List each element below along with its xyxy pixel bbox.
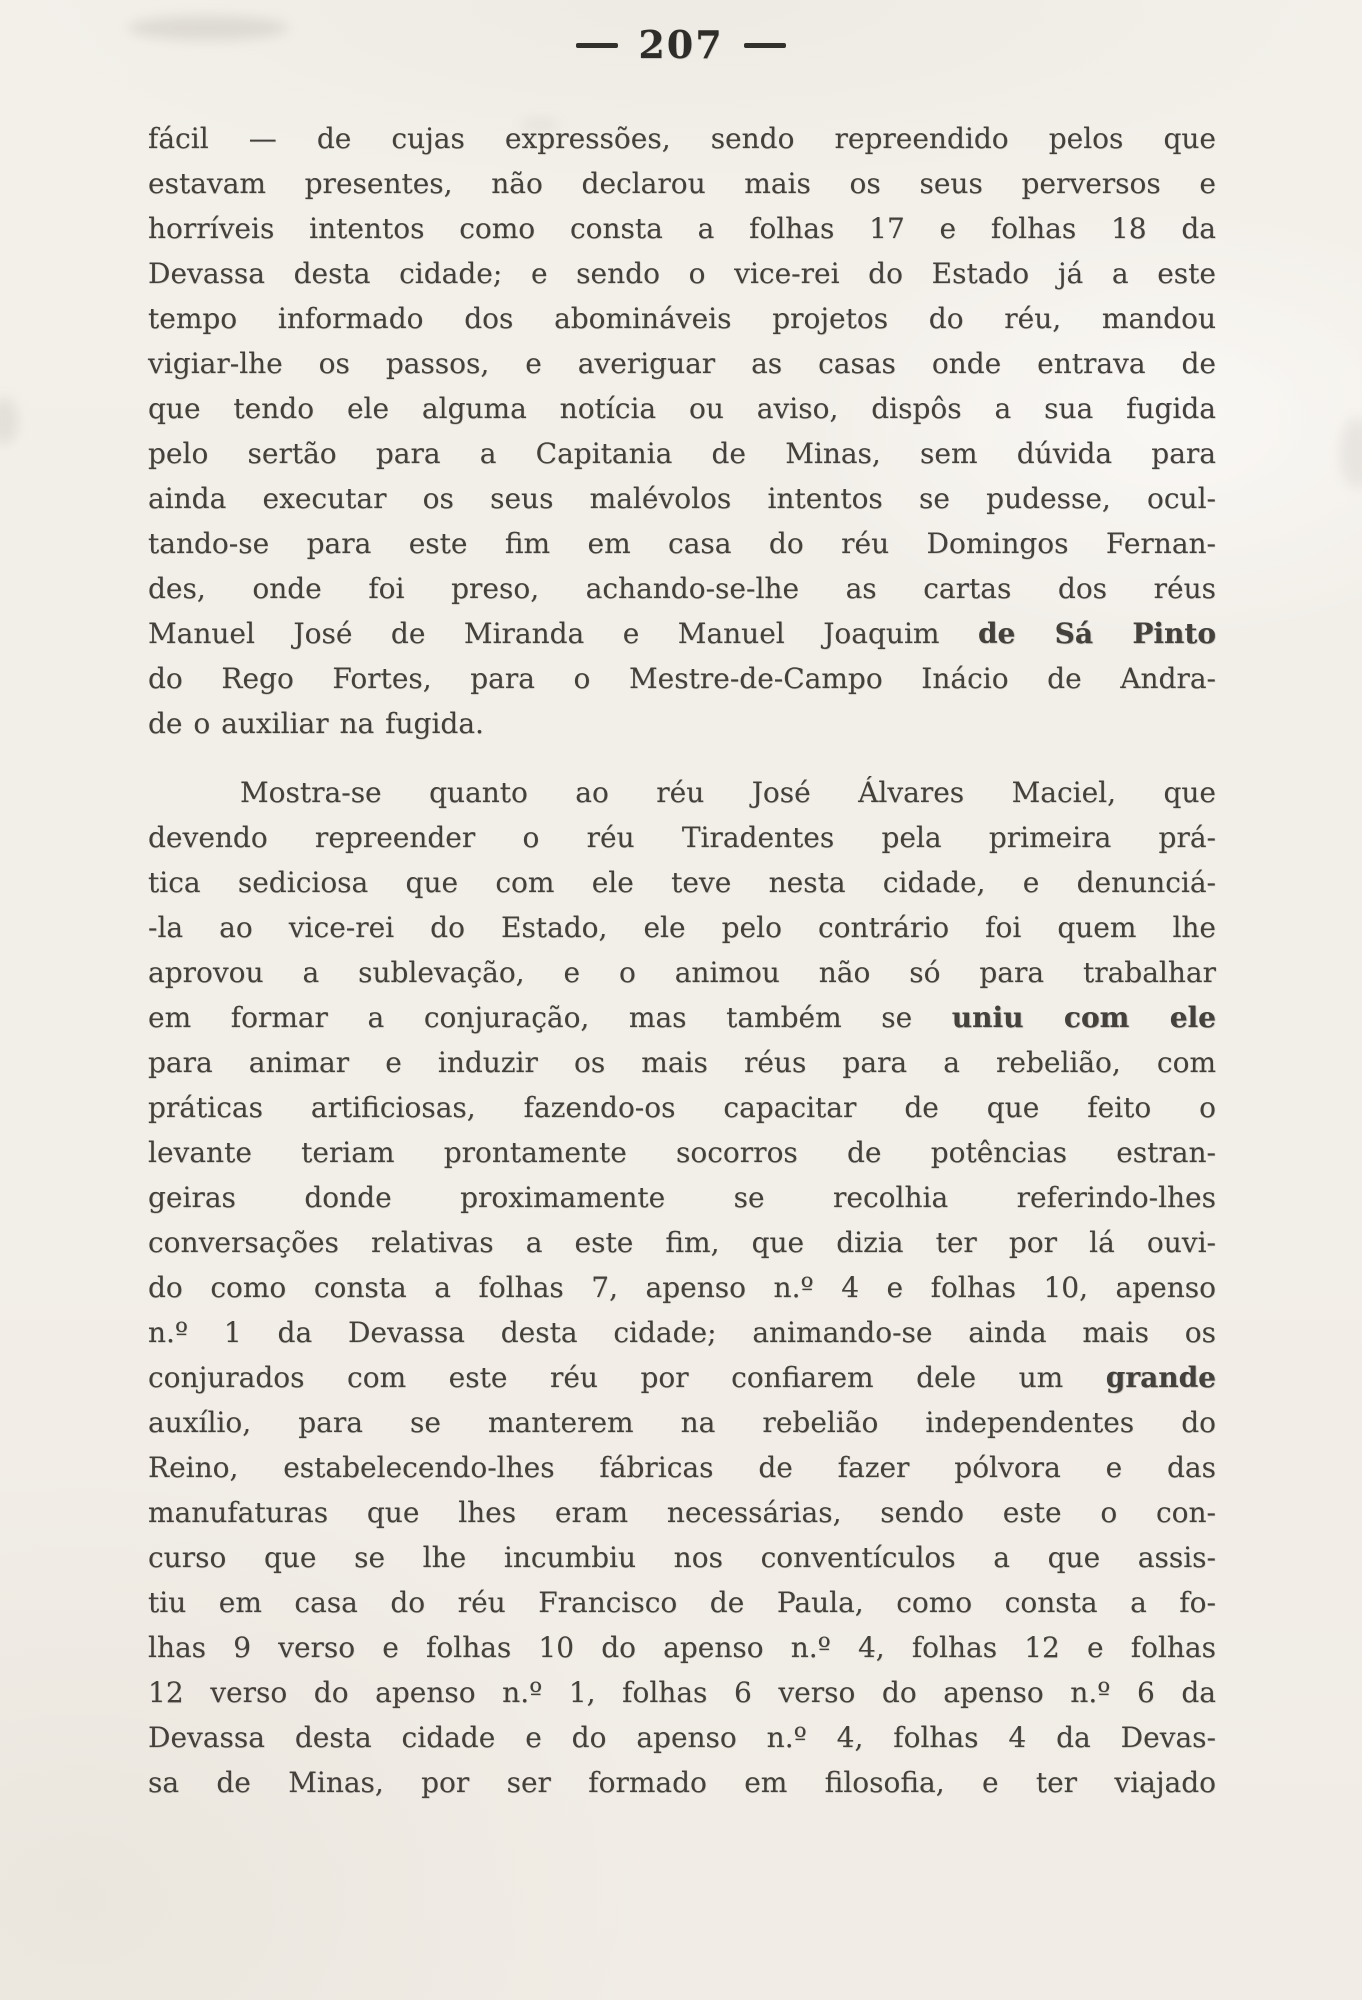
text-line: que tendo ele alguma notícia ou aviso, dispôs a sua fugida	[148, 392, 1216, 425]
text-line: levante teriam prontamente socorros de potências estran-	[148, 1136, 1216, 1169]
text-line: vigiar-lhe os passos, e averiguar as casas onde entrava de	[148, 347, 1216, 380]
header-rule-right	[744, 43, 786, 48]
header-rule-left	[576, 43, 618, 48]
text-line: do Rego Fortes, para o Mestre-de-Campo Inácio de Andra-	[148, 662, 1216, 695]
text-line: tando-se para este fim em casa do réu Domingos Fernan-	[148, 527, 1216, 560]
text-line: lhas 9 verso e folhas 10 do apenso n.º 4, folhas 12 e folhas	[148, 1631, 1216, 1664]
paper-smudge	[0, 398, 18, 444]
text-line: manufaturas que lhes eram necessárias, sendo este o con-	[148, 1496, 1216, 1529]
text-line: Reino, estabelecendo-lhes fábricas de fazer pólvora e das	[148, 1451, 1216, 1484]
paragraph	[148, 116, 1216, 746]
emphasized-text: uniu com ele	[951, 1001, 1216, 1034]
text-line: geiras donde proximamente se recolhia referindo-lhes	[148, 1181, 1216, 1214]
text-line: aprovou a sublevação, e o animou não só para trabalhar	[148, 956, 1216, 989]
page-number: 207	[638, 22, 724, 67]
text-line: conversações relativas a este fim, que dizia ter por lá ouvi-	[148, 1226, 1216, 1259]
text-line: devendo repreender o réu Tiradentes pela primeira prá-	[148, 821, 1216, 854]
text-line: tempo informado dos abomináveis projetos do réu, mandou	[148, 302, 1216, 335]
text-line: curso que se lhe incumbiu nos conventículos a que assis-	[148, 1541, 1216, 1574]
paragraph	[148, 770, 1216, 1805]
text-line: sa de Minas, por ser formado em filosofia, e ter viajado	[148, 1766, 1216, 1799]
text-line: pelo sertão para a Capitania de Minas, sem dúvida para	[148, 437, 1216, 470]
text-line: de o auxiliar na fugida.	[148, 707, 484, 740]
emphasized-text: de Sá Pinto	[977, 617, 1217, 650]
text-line: horríveis intentos como consta a folhas 17 e folhas 18 da	[148, 212, 1216, 245]
text-line: tica sediciosa que com ele teve nesta cidade, e denunciá-	[148, 866, 1216, 899]
text-line	[148, 611, 1216, 656]
text-line: práticas artificiosas, fazendo-os capacitar de que feito o	[148, 1091, 1216, 1124]
text-line: -la ao vice-rei do Estado, ele pelo contrário foi quem lhe	[148, 911, 1216, 944]
text-segment: em formar a conjuração, mas também se	[148, 1001, 952, 1034]
text-line: Devassa desta cidade; e sendo o vice-rei do Estado já a este	[148, 257, 1216, 290]
text-line: tiu em casa do réu Francisco de Paula, como consta a fo-	[148, 1586, 1216, 1619]
paper-smudge	[1340, 418, 1362, 488]
text-line	[148, 1355, 1216, 1400]
text-line: auxílio, para se manterem na rebelião independentes do	[148, 1406, 1216, 1439]
text-line	[148, 995, 1216, 1040]
text-line: Mostra-se quanto ao réu José Álvares Maciel, que	[240, 776, 1216, 809]
text-line: do como consta a folhas 7, apenso n.º 4 e folhas 10, apenso	[148, 1271, 1216, 1304]
text-line: ainda executar os seus malévolos intentos se pudesse, ocul-	[148, 482, 1216, 515]
text-line: fácil — de cujas expressões, sendo repreendido pelos que	[148, 122, 1216, 155]
text-line: estavam presentes, não declarou mais os seus perversos e	[148, 167, 1216, 200]
page-header	[0, 22, 1362, 67]
text-line: des, onde foi preso, achando-se-lhe as cartas dos réus	[148, 572, 1216, 605]
text-segment: conjurados com este réu por confiarem dele um	[148, 1361, 1106, 1394]
text-line: para animar e induzir os mais réus para a rebelião, com	[148, 1046, 1216, 1079]
text-line: n.º 1 da Devassa desta cidade; animando-se ainda mais os	[148, 1316, 1216, 1349]
page-body	[148, 116, 1216, 1805]
text-line: Devassa desta cidade e do apenso n.º 4, folhas 4 da Devas-	[148, 1721, 1216, 1754]
emphasized-text: grande	[1105, 1361, 1216, 1394]
text-line: 12 verso do apenso n.º 1, folhas 6 verso do apenso n.º 6 da	[148, 1676, 1216, 1709]
text-segment: Manuel José de Miranda e Manuel Joaquim	[148, 617, 978, 650]
